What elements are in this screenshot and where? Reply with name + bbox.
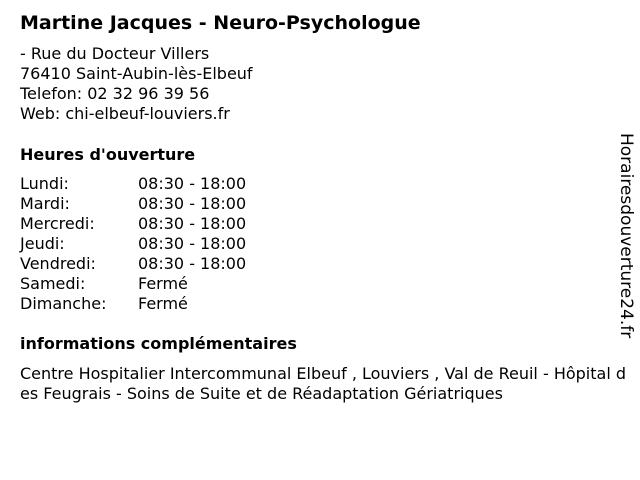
hours-time: 08:30 - 18:00 xyxy=(138,194,247,213)
hours-day-label: Lundi: xyxy=(20,174,69,193)
site-watermark xyxy=(611,133,637,343)
hours-day-label: Jeudi: xyxy=(20,234,65,253)
hours-row xyxy=(20,194,246,214)
hours-time: 08:30 - 18:00 xyxy=(138,174,247,193)
address-city: 76410 Saint-Aubin-lès-Elbeuf xyxy=(20,64,253,83)
hours-day-label: Samedi: xyxy=(20,274,86,293)
opening-hours-heading: Heures d'ouverture xyxy=(20,145,196,164)
hours-time: 08:30 - 18:00 xyxy=(138,234,247,253)
hours-row xyxy=(20,254,246,274)
address-block xyxy=(20,44,253,124)
hours-time: Fermé xyxy=(138,274,188,293)
hours-time: 08:30 - 18:00 xyxy=(138,214,247,233)
address-street: - Rue du Docteur Villers xyxy=(20,44,210,63)
address-phone: Telefon: 02 32 96 39 56 xyxy=(20,84,210,103)
watermark-text: Horairesdouverture24.fr xyxy=(616,133,636,339)
hours-day-label: Dimanche: xyxy=(20,294,107,313)
hours-time: 08:30 - 18:00 xyxy=(138,254,247,273)
hours-day-label: Mercredi: xyxy=(20,214,95,233)
hours-row xyxy=(20,294,246,314)
hours-row xyxy=(20,214,246,234)
hours-row xyxy=(20,174,246,194)
page-title: Martine Jacques - Neuro-Psychologue xyxy=(20,12,421,34)
hours-row xyxy=(20,234,246,254)
additional-info-heading: informations complémentaires xyxy=(20,334,297,353)
hours-day-label: Vendredi: xyxy=(20,254,96,273)
address-web: Web: chi-elbeuf-louviers.fr xyxy=(20,104,230,123)
hours-row xyxy=(20,274,246,294)
additional-info-text: Centre Hospitalier Intercommunal Elbeuf , Louviers , Val de Reuil - Hôpital des Feugrais - Soins de Suite et de Réadaptation Gériatriques xyxy=(20,364,627,403)
hours-time: Fermé xyxy=(138,294,188,313)
hours-day-label: Mardi: xyxy=(20,194,70,213)
opening-hours-table xyxy=(20,174,246,314)
